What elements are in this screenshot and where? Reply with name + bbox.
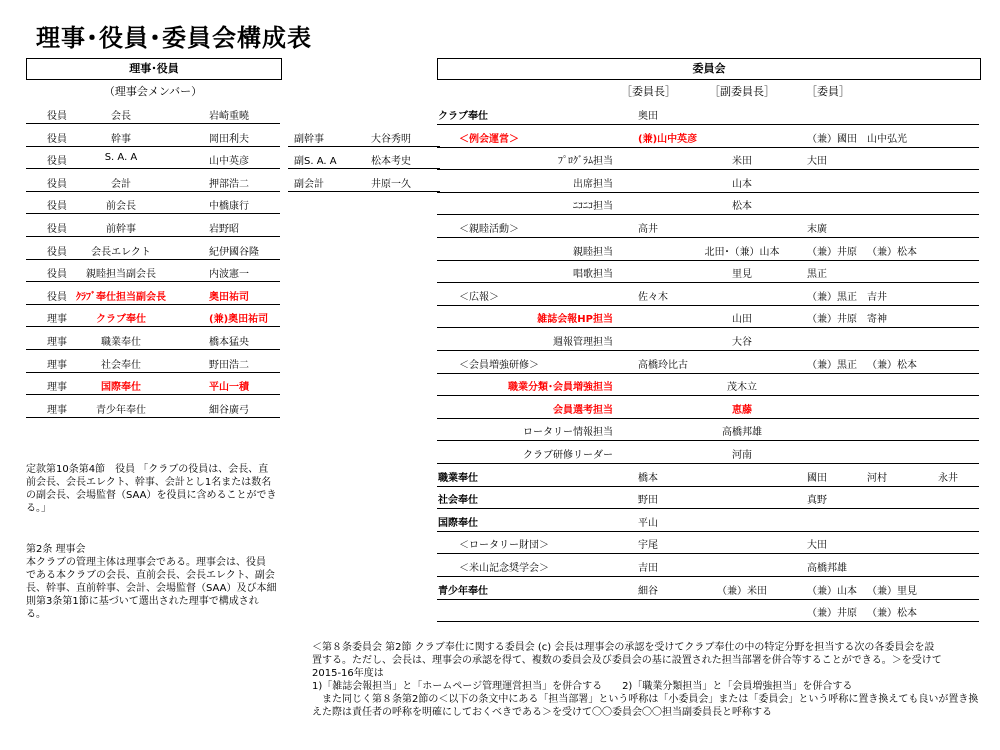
committee-row [437,553,979,577]
page-title: 理事･役員･委員会構成表 [36,24,312,52]
officer-position: 青少年奉仕 [96,404,146,416]
officer-role: 役員 [47,201,67,213]
chair-name: 吉田 [638,563,658,574]
member-name: （兼）黒正 [807,291,857,303]
right-header: 委員会 [437,58,981,80]
sub-officer-position: 副S. A. A [294,156,337,168]
left-subheader: （理事会メンバー） [103,85,203,98]
vice-chair-name: 茂木立 [727,382,757,394]
vice-chair-name: 里見 [732,269,752,281]
officer-row [26,304,280,327]
officer-position: 会計 [111,178,131,190]
member-name-2: 吉井 [867,291,887,303]
vice-chair-name: 山本 [732,178,752,190]
member-name: （兼）國田 [807,133,857,145]
committee-name: 青少年奉仕 [438,585,488,597]
officer-position: 親睦担当副会長 [86,269,156,281]
committee-name: 国際奉仕 [438,517,478,529]
vice-chair-name: （兼）米田 [717,585,767,597]
officer-name: 奥田祐司 [209,291,249,303]
committee-row [437,395,979,419]
chair-name: 橋本 [638,472,658,484]
member-name: 國田 [807,472,827,484]
officer-name: (兼)奥田祐司 [209,314,269,326]
committee-name: 雑誌会報HP担当 [537,314,613,326]
officer-name: 押部浩二 [209,178,249,190]
officer-row [26,282,280,305]
committee-name: 職業分類･会員増強担当 [508,382,613,394]
vice-chair-name: 高橋邦雄 [722,427,762,439]
officer-name: 山中英彦 [209,156,249,168]
committee-row [437,576,979,600]
member-name: （兼）井原 [807,246,857,258]
committee-name: ＜広報＞ [459,291,499,303]
member-name: （兼）井原 [807,314,857,326]
left-header: 理事･役員 [26,58,282,80]
officer-role: 役員 [47,111,67,122]
chair-name: 高橋玲比古 [638,359,688,371]
officer-role: 理事 [47,359,67,371]
officer-position: ｸﾗﾌﾞ奉仕担当副会長 [76,291,166,303]
committee-name: ＜親睦活動＞ [459,224,519,235]
chair-name: 高井 [638,224,658,235]
sub-officer-name: 松本考史 [371,156,411,168]
member-name: 黒正 [807,269,827,281]
member-name-2: 河村 [867,472,887,484]
officer-name: 野田浩二 [209,359,249,371]
note-bottom: ＜第８条委員会 第2節 クラブ奉仕に関する委員会 (c) 会長は理事会の承認を受けてクラブ奉仕の中の特定分野を担当する次の各委員会を設 置する。ただし、会長は、理事会の承認を得て、複数の委員会及び委員会の基に設置された担当部署を併合等することができる。＞を受けて 2015-16年度は 1)「雑誌会報担当」と「ホームページ管理運営担当」を併合する 2)「職業分類担当」と「会員増強担当」を併合する また同じく第８条第2節の＜以下の条文中にある「担当部署」という呼称は「小委員会」または「委員会」という呼称に置き換えても良いが置き換 えた際は責任者の呼称を明確にしておくべきである＞を受けて〇〇委員会〇〇担当副委員長と呼称する [312,642,979,718]
officer-name: 橋本猛央 [209,337,249,348]
officer-position: 会長 [111,111,131,122]
committee-name: ＜ロータリー財団＞ [459,540,549,552]
chair-name: 奥田 [638,111,658,122]
member-name-2: （兼）松本 [867,246,917,258]
officer-row [26,191,280,214]
committee-name: 週報管理担当 [553,337,613,348]
officer-name: 内波憲一 [209,269,249,281]
member-name: 高橋邦雄 [807,563,847,574]
sub-officer-position: 副幹事 [294,133,324,145]
officer-role: 理事 [47,337,67,348]
officer-position: 国際奉仕 [101,382,141,394]
col-member-label: ［委員］ [806,85,850,98]
officer-row [26,372,280,395]
vice-chair-name: 米田 [732,156,752,168]
committee-name: ＜米山記念奨学会＞ [459,563,549,574]
officer-role: 役員 [47,224,67,235]
vice-chair-name: 松本 [732,201,752,213]
col-chair-label: ［委員長］ [621,85,676,98]
committee-row [437,259,979,283]
officer-row [26,146,414,169]
member-name-2: （兼）松本 [867,608,917,620]
member-name-2: 山中弘光 [867,133,907,145]
committee-row [437,327,979,351]
committee-name: 出席担当 [573,178,613,190]
officer-row [26,237,280,260]
row-divider [26,417,280,418]
officer-row [26,259,280,282]
member-name-3: 永井 [938,472,958,484]
chair-name: 平山 [638,517,658,529]
committee-row [437,372,979,396]
chair-name: 宇尾 [638,540,658,552]
row-divider-sub [288,191,440,192]
officer-role: 理事 [47,382,67,394]
officer-position: 社会奉仕 [101,359,141,371]
committee-name: 社会奉仕 [438,495,478,507]
committee-name: クラブ奉仕 [438,111,488,122]
officer-position: 会長エレクト [91,246,151,258]
col-vice-label: ［副委員長］ [709,85,775,98]
committee-name: 親睦担当 [573,246,613,258]
note-article10: 定款第10条第4節 役員 「クラブの役員は、会長、直 前会長、会長エレクト、幹事、会計とし1名または数名 の副会長、会場監督（SAA）を役員に含めることができ る。」 [26,464,277,514]
officer-position: 前幹事 [106,224,136,235]
member-name-2: （兼）松本 [867,359,917,371]
committee-row [437,237,979,261]
committee-row [437,598,979,622]
committee-row [437,508,979,532]
committee-row [437,146,979,170]
officer-name: 岡田利夫 [209,133,249,145]
sub-officer-name: 井原一久 [371,178,411,190]
member-name: 末廣 [807,224,827,235]
committee-name: ﾆｺﾆｺ担当 [573,201,613,213]
member-name: （兼）井原 [807,608,857,620]
officer-position: S. A. A [104,152,138,164]
committee-row [437,191,979,215]
chair-name: 細谷 [638,585,658,597]
committee-row [437,304,979,328]
vice-chair-name: 北田･（兼）山本 [704,246,780,258]
member-name: 真野 [807,495,827,507]
officer-name: 細谷廣弓 [209,404,249,416]
chair-name: 佐々木 [638,291,668,303]
officer-name: 岩崎重曉 [209,111,249,122]
officer-row [26,169,414,192]
officer-role: 役員 [47,133,67,145]
officer-row [26,101,280,124]
committee-row [437,124,979,148]
committee-row [437,530,979,554]
officer-position: 職業奉仕 [101,337,141,348]
officer-role: 役員 [47,178,67,190]
committee-row [437,463,979,487]
sub-officer-name: 大谷秀明 [371,133,411,145]
officer-row [26,124,414,147]
officer-row [26,327,280,350]
committee-row [437,440,979,464]
member-name-2: 寄神 [867,314,887,326]
committee-name: 会員選考担当 [553,404,613,416]
vice-chair-name: 恵藤 [732,404,752,416]
chair-name: 野田 [638,495,658,507]
committee-row [437,214,979,238]
note-article2: 第2条 理事会 本クラブの管理主体は理事会である。理事会は、役員 である本クラブの会長、直前会長、会長エレクト、副会 長、幹事、直前幹事、会計、会場監督（SAA）及び本細 則第3条第1節に基づいて選出された理事で構成され る。 [26,544,277,620]
officer-name: 岩野昭 [209,224,239,235]
committee-row [437,282,979,306]
committee-name: 唱歌担当 [573,269,613,281]
committee-row [437,169,979,193]
member-name: （兼）黒正 [807,359,857,371]
vice-chair-name: 河南 [732,450,752,461]
officer-name: 平山一積 [209,382,249,394]
member-name: （兼）山本 [807,585,857,597]
sub-officer-position: 副会計 [294,178,324,190]
committee-name: ＜会員増強研修＞ [459,359,539,371]
committee-name: ロータリー情報担当 [523,427,613,439]
vice-chair-name: 山田 [732,314,752,326]
officer-role: 役員 [47,269,67,281]
officer-name: 中橋康行 [209,201,249,213]
officer-position: 前会長 [106,201,136,213]
officer-position: 幹事 [111,133,131,145]
officer-role: 役員 [47,156,67,168]
member-name: 大田 [807,540,827,552]
chair-name: (兼)山中英彦 [638,133,698,145]
member-name: 大田 [807,156,827,168]
officer-role: 理事 [47,314,67,326]
vice-chair-name: 大谷 [732,337,752,348]
officer-role: 役員 [47,291,67,303]
officer-row [26,350,280,373]
committee-row [437,417,979,441]
committee-row [437,485,979,509]
committee-name: 職業奉仕 [438,472,478,484]
committee-row [437,350,979,374]
officer-row [26,395,280,418]
committee-name: クラブ研修リーダー [523,450,613,461]
officer-position: クラブ奉仕 [96,314,146,326]
committee-name: ﾌﾟﾛｸﾞﾗﾑ担当 [558,156,613,168]
member-name-2: （兼）里見 [867,585,917,597]
officer-role: 役員 [47,246,67,258]
committee-name: ＜例会運営＞ [459,133,519,145]
committee-row [437,101,979,125]
officer-row [26,214,280,237]
officer-name: 紀伊國谷隆 [209,246,259,258]
officer-role: 理事 [47,404,67,416]
